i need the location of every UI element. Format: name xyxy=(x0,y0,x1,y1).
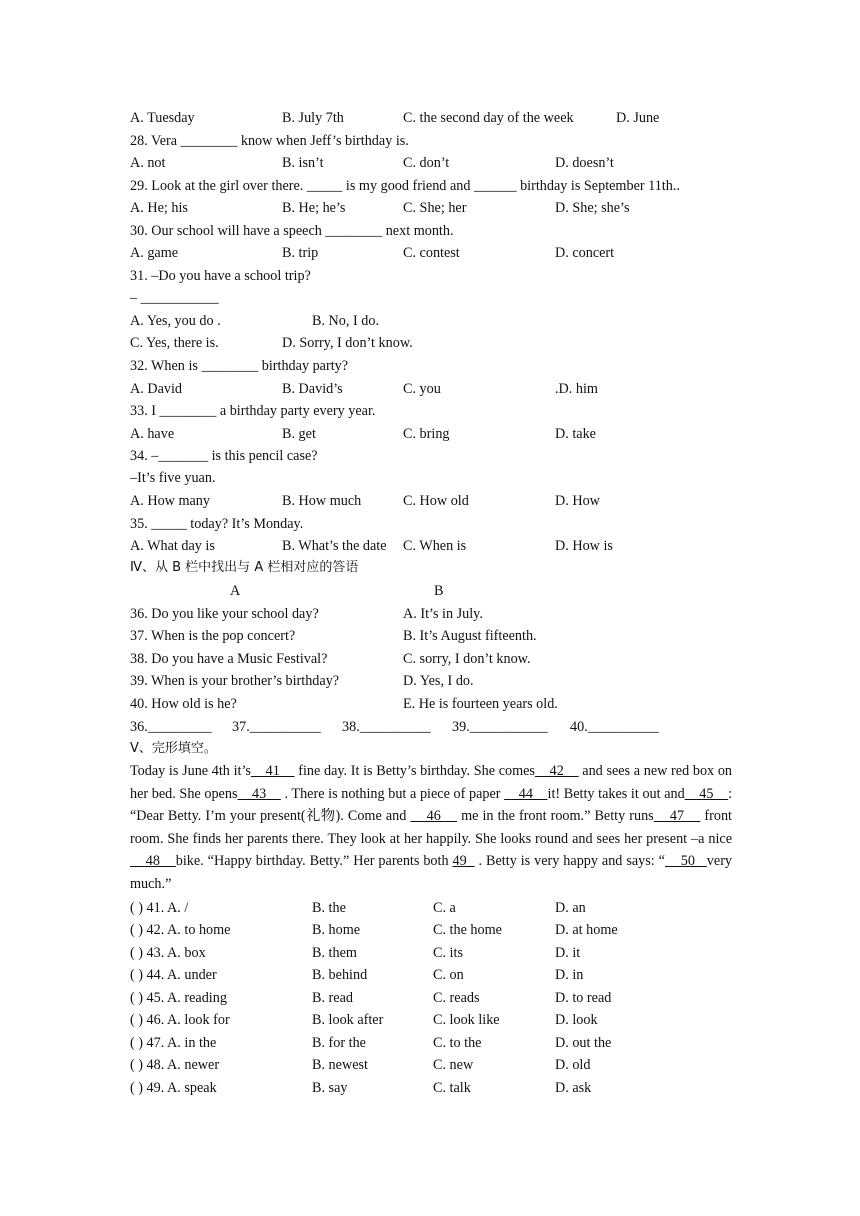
text-cell: C. When is xyxy=(403,538,467,554)
text-cell: 36. Do you like your school day? xyxy=(130,606,319,622)
text-cell: 37. When is the pop concert? xyxy=(130,628,296,644)
text-cell: D. How xyxy=(555,493,600,509)
blank-number: 48 xyxy=(130,853,176,870)
passage-text: and sees a new red box on her bed. She opens xyxy=(130,763,733,802)
option-d: D. out the xyxy=(555,1035,612,1051)
option-c: C. its xyxy=(433,945,463,961)
text-cell: A. It’s in July. xyxy=(403,606,483,622)
passage-text: me in the front room.” Betty runs xyxy=(457,808,654,825)
passage-text: : “Dear Betty. I’m your present(礼物). Come and xyxy=(130,785,733,825)
text-cell: 29. Look at the girl over there. _____ is my good friend and ______ birthday is September 11th.. xyxy=(130,178,680,194)
text-cell: 40.__________ xyxy=(570,719,659,735)
text-cell: – ___________ xyxy=(130,290,219,306)
text-cell: C. don’t xyxy=(403,155,450,171)
text-cell: A. Tuesday xyxy=(130,110,195,126)
option-paren: ( ) 48. A. newer xyxy=(130,1057,220,1073)
text-cell: A. He; his xyxy=(130,200,188,216)
text-cell: A. not xyxy=(130,155,166,171)
text-cell: 32. When is ________ birthday party? xyxy=(130,358,349,374)
blank-number: 43 xyxy=(237,785,281,802)
option-d: D. it xyxy=(555,945,581,961)
text-cell: B. No, I do. xyxy=(312,313,379,329)
option-paren: ( ) 41. A. / xyxy=(130,900,189,916)
passage-text: fine day. It is Betty’s birthday. She comes xyxy=(294,763,535,779)
option-d: D. in xyxy=(555,967,584,983)
text-cell: A. game xyxy=(130,245,179,261)
text-cell: A. have xyxy=(130,426,175,442)
text-cell: B. isn’t xyxy=(282,155,324,171)
text-cell: A. What day is xyxy=(130,538,215,554)
cloze-passage xyxy=(130,760,732,896)
text-cell: 40. How old is he? xyxy=(130,696,237,712)
option-c: C. to the xyxy=(433,1035,482,1051)
option-paren: ( ) 45. A. reading xyxy=(130,990,227,1006)
text-cell: C. She; her xyxy=(403,200,467,216)
text-cell: B. David’s xyxy=(282,381,343,397)
option-b: B. newest xyxy=(312,1057,368,1073)
option-paren: ( ) 46. A. look for xyxy=(130,1012,230,1028)
option-b: B. say xyxy=(312,1080,348,1096)
blank-number: 45 xyxy=(684,785,729,802)
text-cell: B. He; he’s xyxy=(282,200,346,216)
text-cell: D. concert xyxy=(555,245,615,261)
text-cell: C. Yes, there is. xyxy=(130,335,219,351)
text-cell: 38. Do you have a Music Festival? xyxy=(130,651,328,667)
option-b: B. behind xyxy=(312,967,368,983)
text-cell: B. What’s the date xyxy=(282,538,387,554)
text-cell: .D. him xyxy=(555,381,598,397)
text-cell: 28. Vera ________ know when Jeff’s birthday is. xyxy=(130,133,409,149)
text-cell: B. get xyxy=(282,426,316,442)
text-cell: B. July 7th xyxy=(282,110,344,126)
option-paren: ( ) 49. A. speak xyxy=(130,1080,217,1096)
option-c: C. the home xyxy=(433,922,502,938)
option-c: C. on xyxy=(433,967,464,983)
blank-number: 49 xyxy=(452,853,475,870)
option-b: B. them xyxy=(312,945,357,961)
text-cell: 39. When is your brother’s birthday? xyxy=(130,673,340,689)
passage-text: front room. She finds her parents there. They look at her happily. She looks round and sees her present –a nice xyxy=(130,808,732,847)
text-cell: C. you xyxy=(403,381,441,397)
option-d: D. to read xyxy=(555,990,612,1006)
option-d: D. ask xyxy=(555,1080,592,1096)
option-paren: ( ) 43. A. box xyxy=(130,945,206,961)
text-cell: C. sorry, I don’t know. xyxy=(403,651,531,667)
blank-number: 47 xyxy=(653,808,701,825)
text-cell: B. It’s August fifteenth. xyxy=(403,628,537,644)
text-cell: 39.___________ xyxy=(452,719,548,735)
option-paren: ( ) 44. A. under xyxy=(130,967,217,983)
text-cell: A xyxy=(230,583,241,599)
blank-number: 41 xyxy=(250,763,295,779)
option-c: C. new xyxy=(433,1057,474,1073)
option-b: B. the xyxy=(312,900,346,916)
option-d: D. look xyxy=(555,1012,598,1028)
text-cell: 37.__________ xyxy=(232,719,321,735)
passage-text: . There is nothing but a piece of paper xyxy=(280,785,505,802)
text-cell: C. How old xyxy=(403,493,469,509)
option-d: D. old xyxy=(555,1057,591,1073)
text-cell: 30. Our school will have a speech ________ next month. xyxy=(130,223,454,239)
text-cell: A. David xyxy=(130,381,183,397)
text-cell: 31. –Do you have a school trip? xyxy=(130,268,311,284)
option-b: B. look after xyxy=(312,1012,384,1028)
text-cell: D. She; she’s xyxy=(555,200,630,216)
blank-number: 42 xyxy=(534,763,579,779)
option-b: B. for the xyxy=(312,1035,366,1051)
text-cell: C. bring xyxy=(403,426,450,442)
text-cell: B. How much xyxy=(282,493,362,509)
text-cell: B xyxy=(434,583,444,599)
text-cell: D. doesn’t xyxy=(555,155,614,171)
option-b: B. read xyxy=(312,990,353,1006)
text-cell: 36._________ xyxy=(130,719,212,735)
text-cell: –It’s five yuan. xyxy=(130,470,216,486)
option-c: C. a xyxy=(433,900,456,916)
passage-text: . Betty is very happy and says: “ xyxy=(474,853,665,870)
text-cell: B. trip xyxy=(282,245,319,261)
text-cell: D. Yes, I do. xyxy=(403,673,474,689)
section-heading: Ⅴ、完形填空。 xyxy=(130,741,217,756)
option-b: B. home xyxy=(312,922,361,938)
blank-number: 44 xyxy=(504,785,548,802)
text-cell: E. He is fourteen years old. xyxy=(403,696,558,712)
text-cell: D. Sorry, I don’t know. xyxy=(282,335,413,351)
text-cell: A. How many xyxy=(130,493,210,509)
option-c: C. talk xyxy=(433,1080,471,1096)
text-cell: 38.__________ xyxy=(342,719,431,735)
text-cell: C. contest xyxy=(403,245,460,261)
option-paren: ( ) 42. A. to home xyxy=(130,922,231,938)
blank-number: 46 xyxy=(410,808,458,825)
text-cell: 34. –_______ is this pencil case? xyxy=(130,448,318,464)
option-c: C. look like xyxy=(433,1012,500,1028)
text-cell: C. the second day of the week xyxy=(403,110,574,126)
option-d: D. at home xyxy=(555,922,618,938)
option-c: C. reads xyxy=(433,990,480,1006)
passage-text: Today is June 4th it’s xyxy=(130,763,251,779)
text-cell: 35. _____ today? It’s Monday. xyxy=(130,516,304,532)
text-cell: D. How is xyxy=(555,538,613,554)
text-cell: D. June xyxy=(616,110,660,126)
passage-text: it! Betty takes it out and xyxy=(547,785,685,802)
section-heading: Ⅳ、从 B 栏中找出与 A 栏相对应的答语 xyxy=(130,560,359,575)
text-cell: A. Yes, you do . xyxy=(130,313,221,329)
text-cell: D. take xyxy=(555,426,596,442)
passage-text: very much.” xyxy=(130,853,733,892)
text-cell: 33. I ________ a birthday party every year. xyxy=(130,403,376,419)
blank-number: 50 xyxy=(664,853,707,870)
option-paren: ( ) 47. A. in the xyxy=(130,1035,217,1051)
passage-text: bike. “Happy birthday. Betty.” Her parents both xyxy=(175,853,453,870)
option-d: D. an xyxy=(555,900,586,916)
